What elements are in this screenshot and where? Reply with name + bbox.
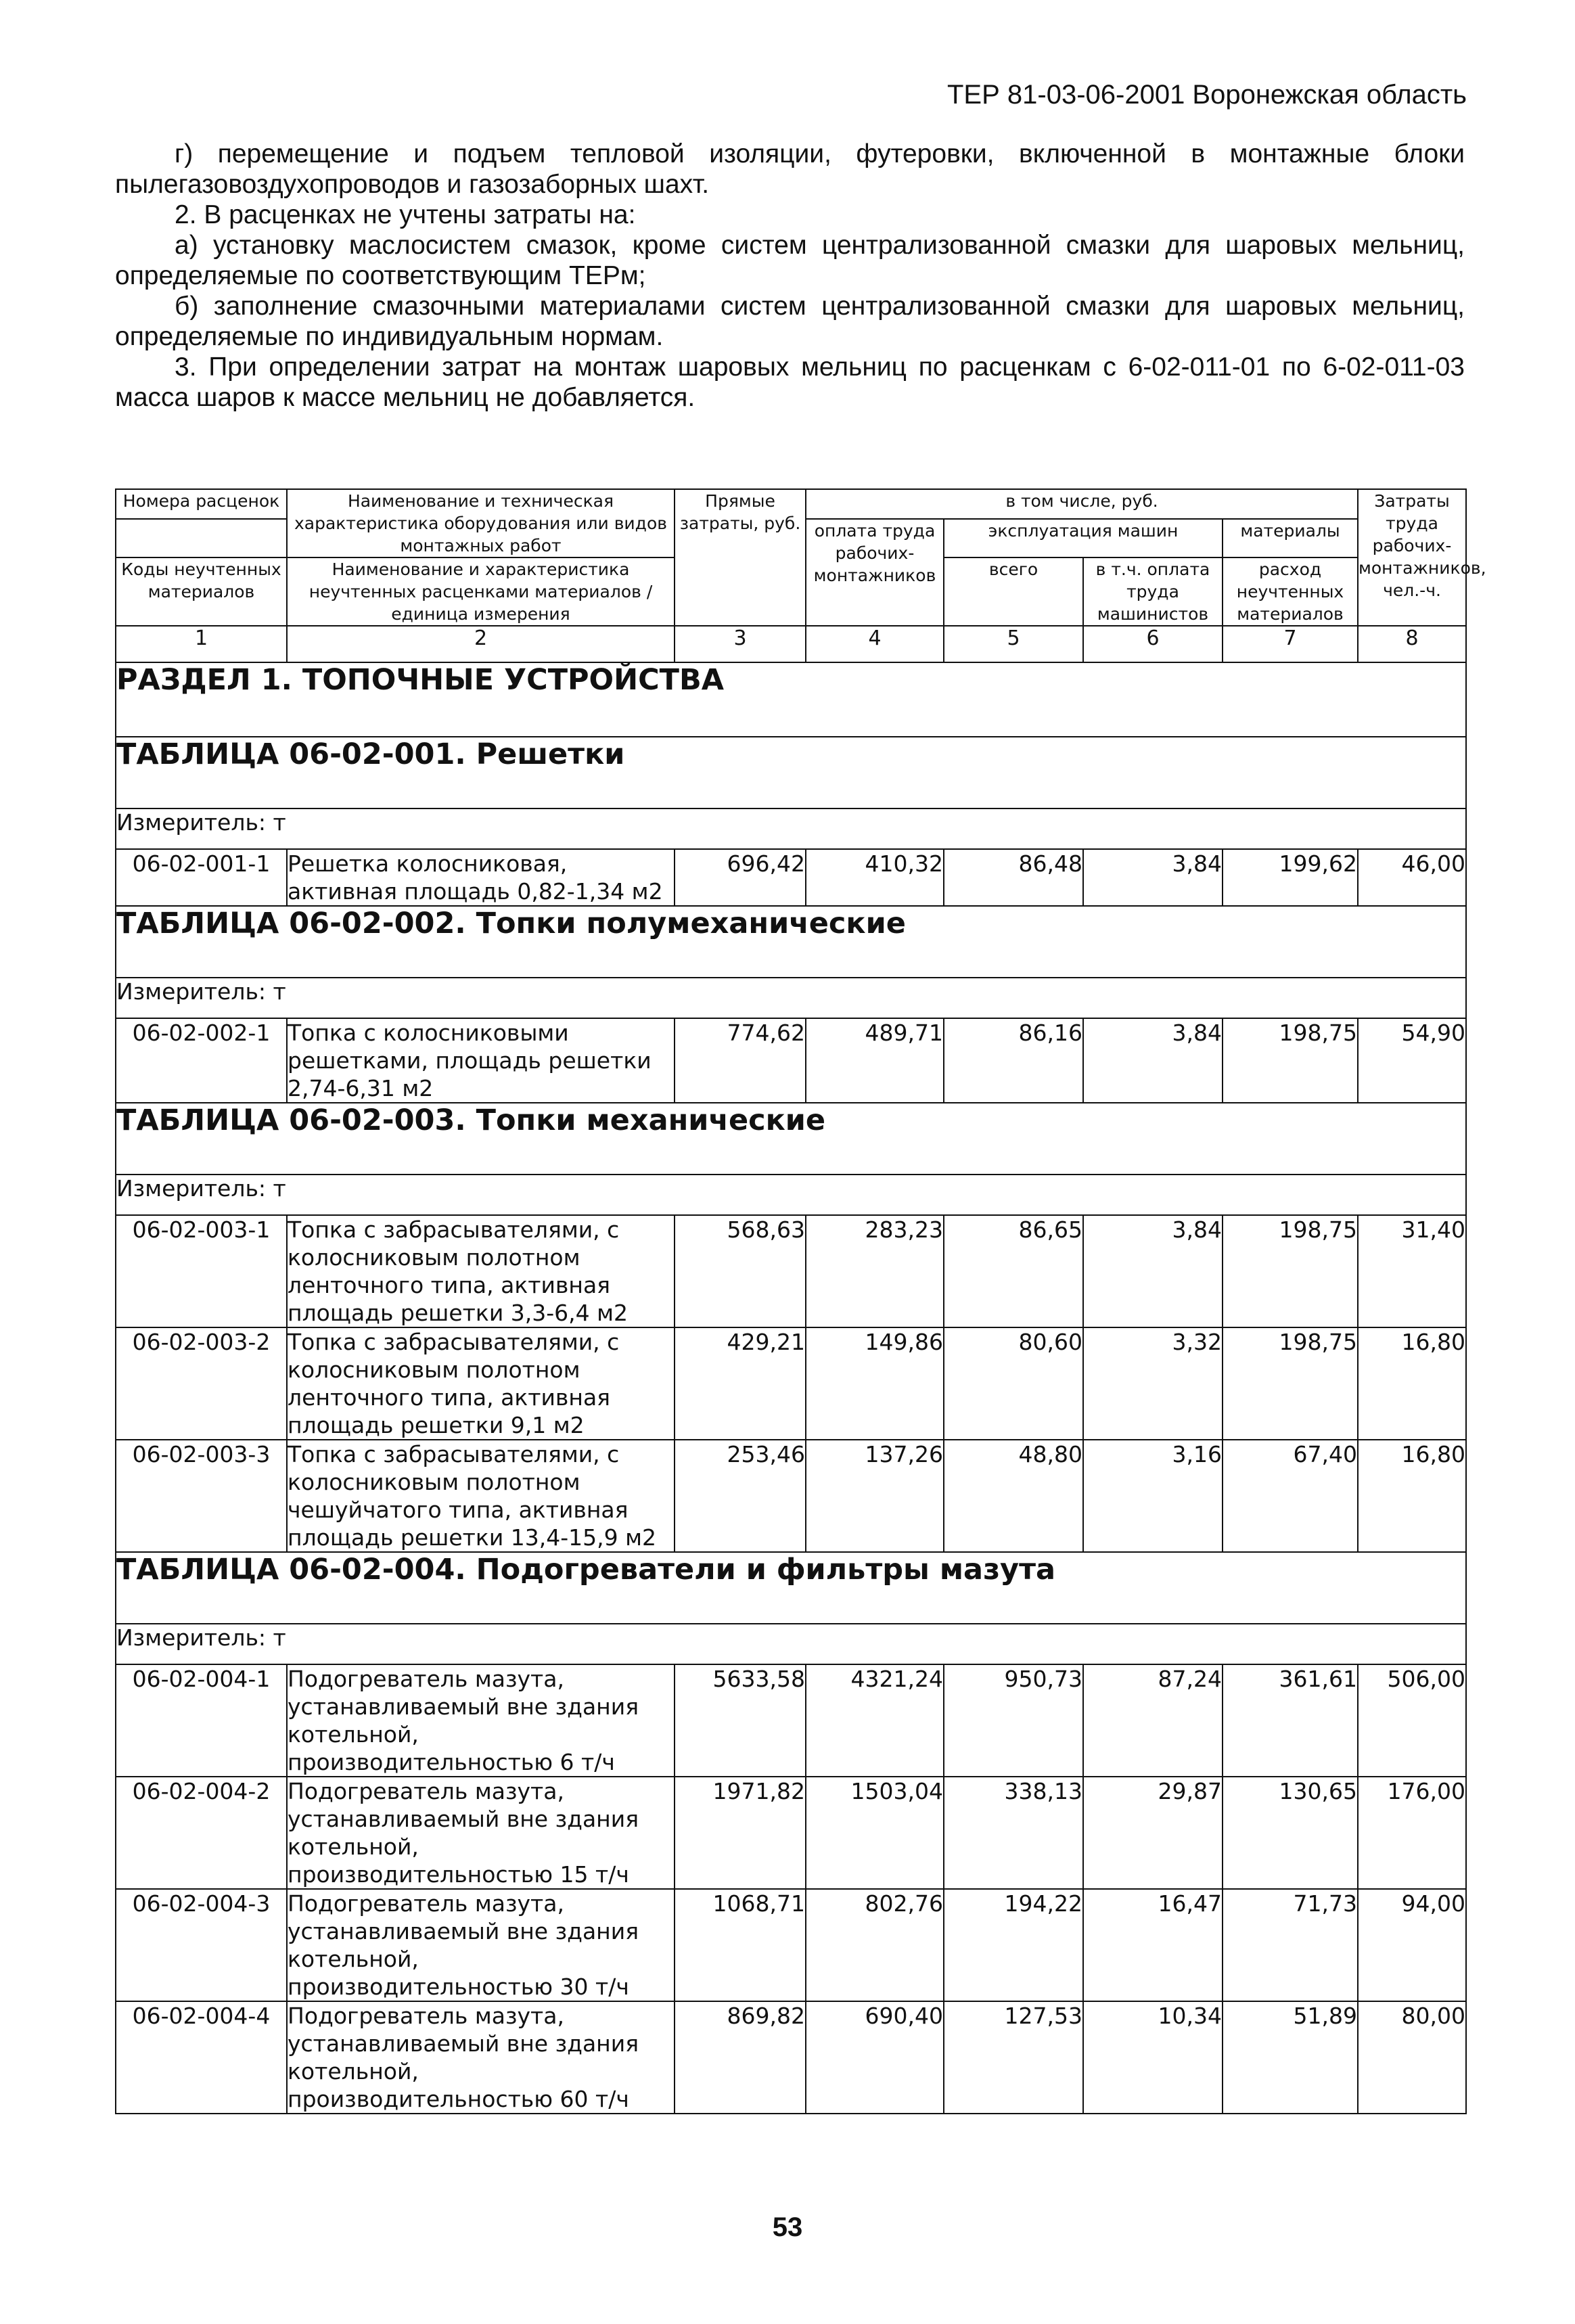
cell-machinists: 3,84 (1083, 1215, 1223, 1327)
cell-code: 06-02-002-1 (116, 1018, 287, 1103)
col8-header: Затраты труда рабочих-монтажников, чел.-ч. (1358, 489, 1466, 626)
cell-labor: 149,86 (806, 1327, 944, 1440)
column-number: 6 (1083, 626, 1223, 662)
measure-row (116, 1175, 1466, 1215)
intro-paragraph: г) перемещение и подъем тепловой изоляции, футеровки, включенной в монтажные блоки пылегазовоздухопроводов и газозаборных шахт. (115, 139, 1465, 199)
measure-unit: Измеритель: т (116, 1175, 1466, 1215)
cell-labor: 283,23 (806, 1215, 944, 1327)
col1-top-header: Номера расценок (116, 489, 287, 519)
col1-bottom-header: Коды неучтенных материалов (116, 557, 287, 626)
cell-hours: 506,00 (1358, 1664, 1466, 1777)
measure-row (116, 808, 1466, 849)
cell-code: 06-02-004-1 (116, 1664, 287, 1777)
intro-paragraph: 3. При определении затрат на монтаж шаровых мельниц по расценкам с 6-02-011-01 по 6-02-011-03 масса шаров к массе мельниц не добавляется. (115, 352, 1465, 412)
intro-text (115, 139, 1465, 413)
cell-name: Топка с забрасывателями, с колосниковым полотном ленточного типа, активная площадь решетки 9,1 м2 (287, 1327, 675, 1440)
cell-materials: 71,73 (1223, 1889, 1358, 2001)
table-row (116, 1889, 1466, 2001)
cell-hours: 46,00 (1358, 849, 1466, 906)
table-row (116, 1327, 1466, 1440)
cell-name: Подогреватель мазута, устанавливаемый вне здания котельной, производительностью 60 т/ч (287, 2001, 675, 2114)
cell-machines: 86,16 (944, 1018, 1083, 1103)
intro-paragraph: а) установку маслосистем смазок, кроме систем централизованной смазки для шаровых мельниц, определяемые по соответствующим ТЕРм; (115, 231, 1465, 290)
cell-direct: 1971,82 (675, 1777, 806, 1889)
cell-materials: 361,61 (1223, 1664, 1358, 1777)
table-row (116, 1664, 1466, 1777)
cell-direct: 253,46 (675, 1440, 806, 1552)
col6-header: в т.ч. оплата труда машинистов (1083, 557, 1223, 626)
price-table (115, 488, 1486, 2114)
cell-hours: 80,00 (1358, 2001, 1466, 2114)
intro-paragraph: 2. В расценках не учтены затраты на: (175, 200, 636, 229)
cell-direct: 568,63 (675, 1215, 806, 1327)
cell-machines: 86,65 (944, 1215, 1083, 1327)
cell-machines: 48,80 (944, 1440, 1083, 1552)
materials-header: материалы (1223, 519, 1358, 557)
cell-materials: 199,62 (1223, 849, 1358, 906)
cell-machinists: 16,47 (1083, 1889, 1223, 2001)
cell-machinists: 3,16 (1083, 1440, 1223, 1552)
cell-direct: 5633,58 (675, 1664, 806, 1777)
cell-materials: 67,40 (1223, 1440, 1358, 1552)
cell-materials: 51,89 (1223, 2001, 1358, 2114)
measure-unit: Измеритель: т (116, 1624, 1466, 1664)
cell-machinists: 10,34 (1083, 2001, 1223, 2114)
running-header: ТЕР 81-03-06-2001 Воронежская область (946, 80, 1467, 110)
cell-hours: 94,00 (1358, 1889, 1466, 2001)
cell-machinists: 87,24 (1083, 1664, 1223, 1777)
cell-name: Топка с забрасывателями, с колосниковым полотном ленточного типа, активная площадь решетки 3,3-6,4 м2 (287, 1215, 675, 1327)
cell-code: 06-02-004-4 (116, 2001, 287, 2114)
cell-name: Топка с забрасывателями, с колосниковым полотном чешуйчатого типа, активная площадь решетки 13,4-15,9 м2 (287, 1440, 675, 1552)
machines-header: эксплуатация машин (944, 519, 1223, 557)
cell-hours: 54,90 (1358, 1018, 1466, 1103)
col2-top-header: Наименование и техническая характеристика оборудования или видов монтажных работ (287, 489, 675, 557)
column-number: 7 (1223, 626, 1358, 662)
section-title: РАЗДЕЛ 1. ТОПОЧНЫЕ УСТРОЙСТВА (116, 662, 1466, 737)
table-row (116, 849, 1466, 906)
cell-materials: 198,75 (1223, 1327, 1358, 1440)
page-number: 53 (772, 2212, 803, 2242)
cell-direct: 869,82 (675, 2001, 806, 2114)
cell-hours: 31,40 (1358, 1215, 1466, 1327)
col2-bottom-header: Наименование и характеристика неучтенных расценками материалов / единица измерения (287, 557, 675, 626)
including-header: в том числе, руб. (806, 489, 1358, 519)
table-row (116, 2001, 1466, 2114)
measure-unit: Измеритель: т (116, 978, 1466, 1018)
cell-code: 06-02-003-2 (116, 1327, 287, 1440)
cell-labor: 1503,04 (806, 1777, 944, 1889)
cell-labor: 802,76 (806, 1889, 944, 2001)
cell-machinists: 3,32 (1083, 1327, 1223, 1440)
table-row (116, 1215, 1466, 1327)
cell-labor: 137,26 (806, 1440, 944, 1552)
table-title-row (116, 737, 1466, 808)
col1-top-header-cont (116, 519, 287, 557)
cell-machines: 80,60 (944, 1327, 1083, 1440)
column-number: 4 (806, 626, 944, 662)
cell-name: Топка с колосниковыми решетками, площадь решетки 2,74-6,31 м2 (287, 1018, 675, 1103)
cell-materials: 198,75 (1223, 1215, 1358, 1327)
table-title: ТАБЛИЦА 06-02-002. Топки полумеханические (116, 906, 1466, 978)
cell-code: 06-02-003-1 (116, 1215, 287, 1327)
cell-machinists: 3,84 (1083, 849, 1223, 906)
column-number: 1 (116, 626, 287, 662)
col3-header: Прямые затраты, руб. (675, 489, 806, 626)
cell-code: 06-02-004-2 (116, 1777, 287, 1889)
cell-machines: 950,73 (944, 1664, 1083, 1777)
header-row-1 (116, 489, 1466, 519)
cell-direct: 774,62 (675, 1018, 806, 1103)
table-title-row (116, 1103, 1466, 1175)
column-number: 2 (287, 626, 675, 662)
cell-hours: 16,80 (1358, 1440, 1466, 1552)
cell-labor: 4321,24 (806, 1664, 944, 1777)
column-number: 5 (944, 626, 1083, 662)
cell-materials: 198,75 (1223, 1018, 1358, 1103)
cell-machinists: 29,87 (1083, 1777, 1223, 1889)
cell-machines: 127,53 (944, 2001, 1083, 2114)
cell-machines: 86,48 (944, 849, 1083, 906)
measure-unit: Измеритель: т (116, 808, 1466, 849)
table-title: ТАБЛИЦА 06-02-003. Топки механические (116, 1103, 1466, 1175)
table-title-row (116, 906, 1466, 978)
col4-header: оплата труда рабочих-монтажников (806, 519, 944, 626)
column-number-row (116, 626, 1466, 662)
cell-machines: 338,13 (944, 1777, 1083, 1889)
cell-code: 06-02-004-3 (116, 1889, 287, 2001)
section-row (116, 662, 1466, 737)
table-row (116, 1018, 1466, 1103)
cell-name: Решетка колосниковая, активная площадь 0,82-1,34 м2 (287, 849, 675, 906)
measure-row (116, 978, 1466, 1018)
cell-hours: 176,00 (1358, 1777, 1466, 1889)
cell-machines: 194,22 (944, 1889, 1083, 2001)
col5-header: всего (944, 557, 1083, 626)
cell-hours: 16,80 (1358, 1327, 1466, 1440)
cell-labor: 410,32 (806, 849, 944, 906)
table-title-row (116, 1552, 1466, 1624)
cell-code: 06-02-001-1 (116, 849, 287, 906)
cell-name: Подогреватель мазута, устанавливаемый вне здания котельной, производительностью 15 т/ч (287, 1777, 675, 1889)
column-number: 3 (675, 626, 806, 662)
cell-code: 06-02-003-3 (116, 1440, 287, 1552)
cell-direct: 429,21 (675, 1327, 806, 1440)
table-row (116, 1440, 1466, 1552)
cell-direct: 1068,71 (675, 1889, 806, 2001)
table-title: ТАБЛИЦА 06-02-004. Подогреватели и фильтры мазута (116, 1552, 1466, 1624)
column-number: 8 (1358, 626, 1466, 662)
col7-header: расход неучтенных материалов (1223, 557, 1358, 626)
cell-name: Подогреватель мазута, устанавливаемый вне здания котельной, производительностью 30 т/ч (287, 1889, 675, 2001)
cell-name: Подогреватель мазута, устанавливаемый вне здания котельной, производительностью 6 т/ч (287, 1664, 675, 1777)
table-row (116, 1777, 1466, 1889)
table-title: ТАБЛИЦА 06-02-001. Решетки (116, 737, 1466, 808)
cell-labor: 690,40 (806, 2001, 944, 2114)
measure-row (116, 1624, 1466, 1664)
intro-paragraph: б) заполнение смазочными материалами систем централизованной смазки для шаровых мельниц, определяемые по индивидуальным нормам. (115, 292, 1465, 351)
cell-labor: 489,71 (806, 1018, 944, 1103)
cell-materials: 130,65 (1223, 1777, 1358, 1889)
cell-direct: 696,42 (675, 849, 806, 906)
cell-machinists: 3,84 (1083, 1018, 1223, 1103)
